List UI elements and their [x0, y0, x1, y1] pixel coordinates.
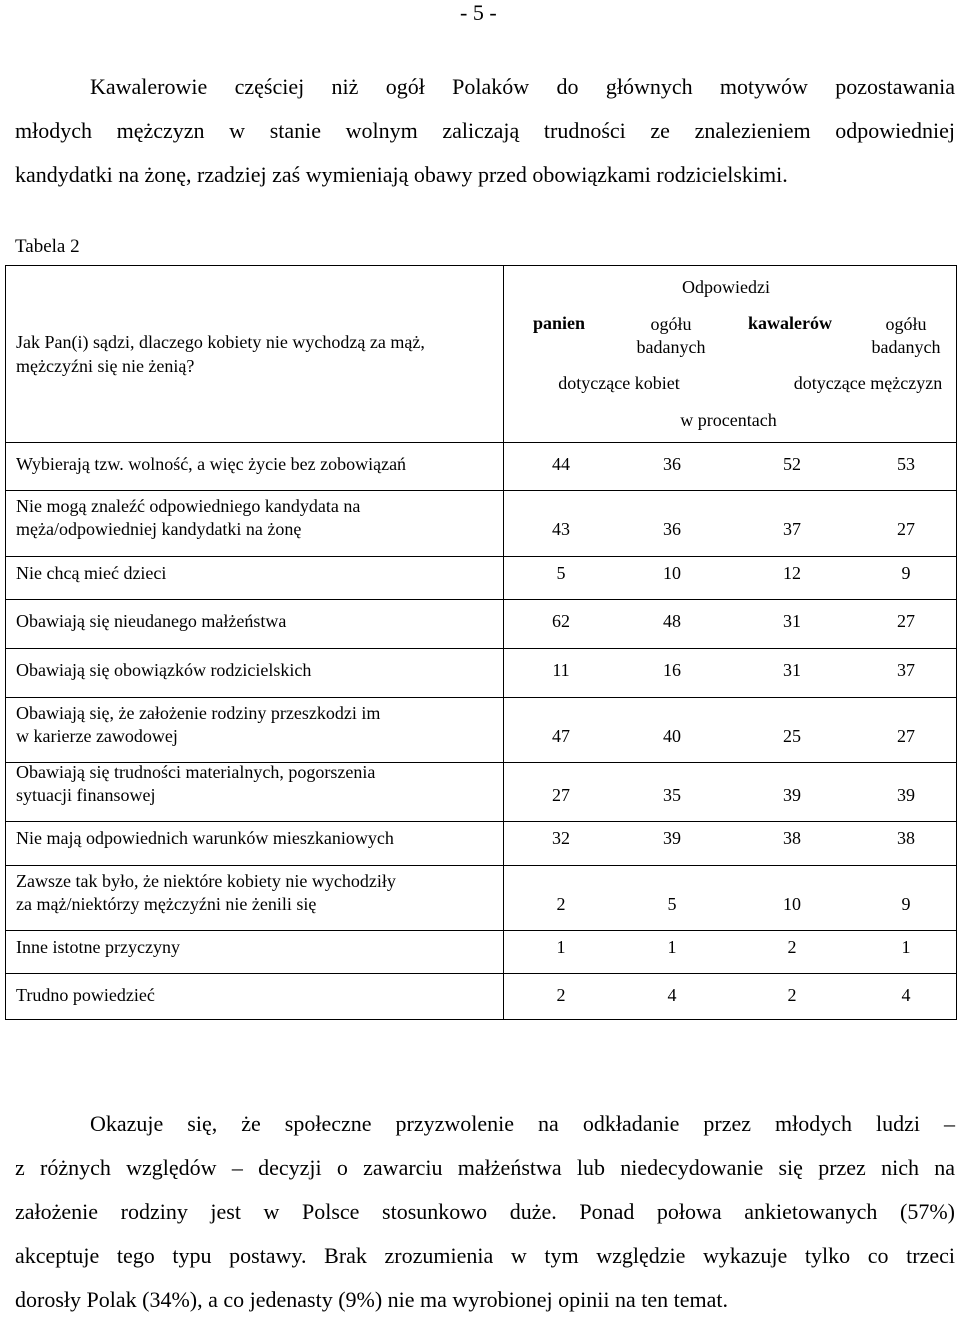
value-ogolu-women: 39: [663, 828, 681, 848]
row-label: Nie chcą mieć dzieci: [16, 563, 167, 583]
intro-line: Kawalerowie częściej niż ogół Polaków do głównych motywów pozostawania: [90, 74, 955, 99]
column-divider: [503, 266, 504, 1019]
value-ogolu-women: 35: [663, 785, 681, 805]
value-kawalerow: 31: [783, 611, 801, 631]
outro-line: Okazuje się, że społeczne przyzwolenie na odkładanie przez młodych ludzi –: [90, 1111, 955, 1136]
value-panien: 2: [556, 985, 566, 1005]
value-ogolu-men: 38: [897, 828, 915, 848]
row-label: Trudno powiedzieć: [16, 985, 155, 1005]
value-ogolu-men: 4: [901, 985, 911, 1005]
value-panien: 11: [552, 660, 570, 680]
row-label: w karierze zawodowej: [16, 726, 178, 746]
row-label: Obawiają się obowiązków rodzicielskich: [16, 660, 312, 680]
survey-table: [5, 265, 957, 1020]
row-label: Obawiają się nieudanego małżeństwa: [16, 611, 287, 631]
value-ogolu-men: 9: [901, 894, 911, 914]
row-label: Obawiają się, że założenie rodziny przeszkodzi im: [16, 703, 381, 723]
row-label: męża/odpowiedniej kandydatki na żonę: [16, 519, 302, 539]
value-ogolu-men: 1: [901, 937, 911, 957]
outro-line: akceptuje tego typu postawy. Brak zrozumienia w tym względzie wykazuje tylko co trzeci: [15, 1243, 955, 1268]
row-label: za mąż/niektórzy mężczyźni nie żenili się: [16, 894, 317, 914]
value-kawalerow: 12: [783, 563, 801, 583]
row-label: Obawiają się trudności materialnych, pogorszenia: [16, 762, 376, 782]
header-kawalerow: kawalerów: [748, 313, 832, 333]
header-ogolu-women: ogółu: [650, 314, 692, 334]
value-panien: 5: [556, 563, 566, 583]
value-ogolu-men: 27: [897, 726, 915, 746]
intro-paragraph: [15, 65, 955, 197]
value-kawalerow: 37: [783, 519, 801, 539]
header-ogolu-women: badanych: [636, 337, 706, 357]
row-divider: [6, 490, 956, 491]
page-number: - 5 -: [460, 0, 497, 25]
value-kawalerow: 25: [783, 726, 801, 746]
value-panien: 47: [552, 726, 570, 746]
value-panien: 27: [552, 785, 570, 805]
value-panien: 2: [556, 894, 566, 914]
value-ogolu-men: 27: [897, 519, 915, 539]
value-panien: 62: [552, 611, 570, 631]
header-ogolu-men: badanych: [871, 337, 941, 357]
table-question: mężczyźni się nie żenią?: [16, 356, 195, 376]
value-panien: 43: [552, 519, 570, 539]
row-label: Nie mogą znaleźć odpowiedniego kandydata na: [16, 496, 361, 516]
intro-line: kandydatki na żonę, rzadziej zaś wymieniają obawy przed obowiązkami rodzicielskimi.: [15, 162, 788, 187]
intro-line: młodych mężczyzn w stanie wolnym zaliczają trudności ze znalezieniem odpowiedniej: [15, 118, 955, 143]
value-panien: 1: [556, 937, 566, 957]
value-ogolu-women: 36: [663, 519, 681, 539]
table-question: Jak Pan(i) sądzi, dlaczego kobiety nie wychodzą za mąż,: [16, 332, 425, 352]
row-divider: [6, 442, 956, 443]
row-label: sytuacji finansowej: [16, 785, 156, 805]
value-ogolu-women: 36: [663, 454, 681, 474]
value-ogolu-men: 39: [897, 785, 915, 805]
value-kawalerow: 52: [783, 454, 801, 474]
row-divider: [6, 599, 956, 600]
value-ogolu-women: 48: [663, 611, 681, 631]
value-ogolu-women: 10: [663, 563, 681, 583]
value-kawalerow: 39: [783, 785, 801, 805]
outro-line: z różnych względów – decyzji o zawarciu małżeństwa lub niedecydowanie się przez nich na: [15, 1155, 955, 1180]
value-kawalerow: 2: [787, 985, 797, 1005]
value-kawalerow: 38: [783, 828, 801, 848]
value-ogolu-women: 40: [663, 726, 681, 746]
row-divider: [6, 697, 956, 698]
value-panien: 32: [552, 828, 570, 848]
outro-line: założenie rodziny jest w Polsce stosunkowo duże. Ponad połowa ankietowanych (57%): [15, 1199, 955, 1224]
row-label: Zawsze tak było, że niektóre kobiety nie wychodziły: [16, 871, 396, 891]
value-kawalerow: 10: [783, 894, 801, 914]
header-ogolu-men: ogółu: [885, 314, 927, 334]
value-ogolu-men: 53: [897, 454, 915, 474]
header-panien: panien: [532, 313, 586, 333]
outro-line: dorosły Polak (34%), a co jedenasty (9%) nie ma wyrobionej opinii na ten temat.: [15, 1287, 728, 1312]
header-women-group: dotyczące kobiet: [558, 373, 680, 393]
value-ogolu-men: 37: [897, 660, 915, 680]
value-ogolu-women: 5: [667, 894, 677, 914]
value-panien: 44: [552, 454, 570, 474]
value-ogolu-women: 16: [663, 660, 681, 680]
row-divider: [6, 865, 956, 866]
outro-paragraph: [15, 1102, 955, 1322]
row-divider: [6, 930, 956, 931]
header-answers: Odpowiedzi: [682, 277, 770, 297]
row-divider: [6, 556, 956, 557]
value-kawalerow: 2: [787, 937, 797, 957]
row-label: Wybierają tzw. wolność, a więc życie bez zobowiązań: [16, 454, 407, 474]
row-divider: [6, 821, 956, 822]
value-ogolu-women: 1: [667, 937, 677, 957]
value-ogolu-men: 27: [897, 611, 915, 631]
header-men-group: dotyczące mężczyzn: [793, 373, 943, 393]
row-label: Nie mają odpowiednich warunków mieszkaniowych: [16, 828, 394, 848]
header-unit: w procentach: [680, 410, 777, 430]
row-divider: [6, 973, 956, 974]
value-ogolu-men: 9: [901, 563, 911, 583]
table-caption: Tabela 2: [15, 236, 80, 257]
value-ogolu-women: 4: [667, 985, 677, 1005]
value-kawalerow: 31: [783, 660, 801, 680]
row-divider: [6, 648, 956, 649]
row-label: Inne istotne przyczyny: [16, 937, 180, 957]
